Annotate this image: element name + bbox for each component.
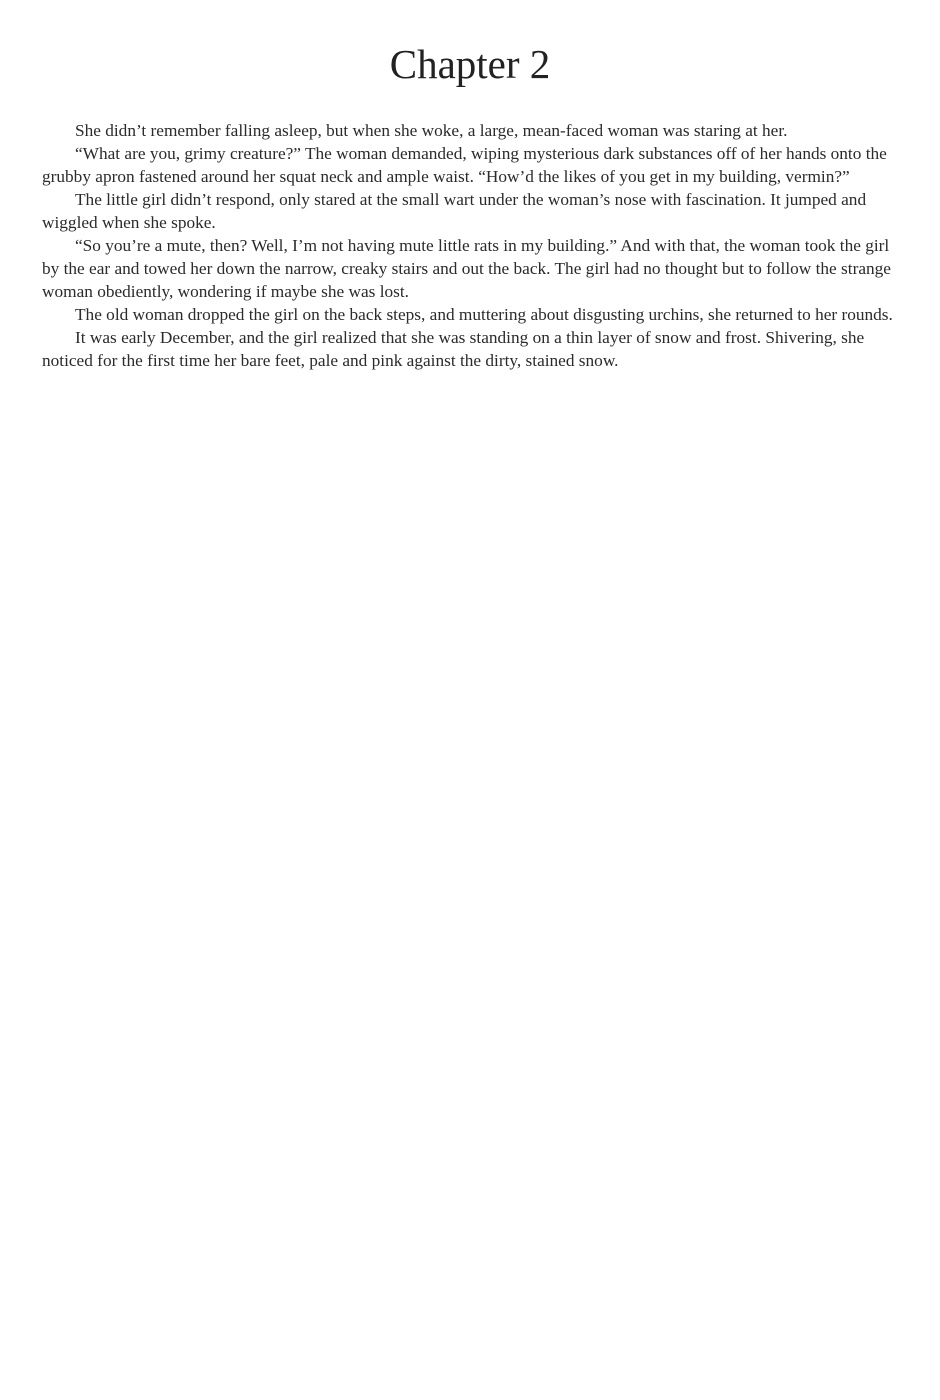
chapter-body bbox=[42, 119, 900, 372]
paragraph: “What are you, grimy creature?” The woman demanded, wiping mysterious dark substances off of her hands onto the grubby apron fastened around her squat neck and ample waist. “How’d the likes of you get in my building, vermin?” bbox=[42, 144, 887, 186]
paragraph: She didn’t remember falling asleep, but when she woke, a large, mean-faced woman was staring at her. bbox=[75, 121, 788, 140]
chapter-title: Chapter 2 bbox=[389, 41, 551, 87]
paragraph: “So you’re a mute, then? Well, I’m not having mute little rats in my building.” And with that, the woman took the girl by the ear and towed her down the narrow, creaky stairs and out the back. The girl had no thought but to follow the strange woman obediently, wondering if maybe she was lost. bbox=[42, 236, 891, 301]
paragraph: The little girl didn’t respond, only stared at the small wart under the woman’s nose with fascination. It jumped and wiggled when she spoke. bbox=[42, 190, 867, 232]
paragraph: It was early December, and the girl realized that she was standing on a thin layer of snow and frost. Shivering, she noticed for the first time her bare feet, pale and pink against the dirty, stained snow. bbox=[42, 328, 865, 370]
paragraph: The old woman dropped the girl on the back steps, and muttering about disgusting urchins, she returned to her rounds. bbox=[75, 305, 893, 324]
